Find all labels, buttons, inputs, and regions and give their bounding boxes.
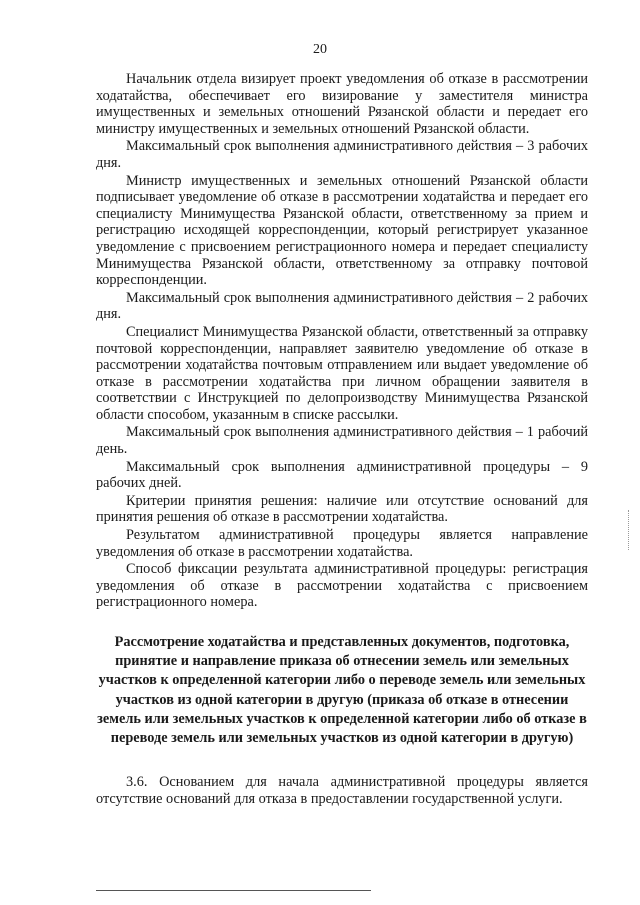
section-heading: Рассмотрение ходатайства и представленных документов, подготовка, принятие и направление приказа об отнесении земель или земельных участков к определенной категории либо о переводе земель или земельных участков из одной категории в другую (приказа об отказе в отнесении земель или земельных участков к определенной категории либо об отказе в переводе земель или земельных участков из одной категории в другую) bbox=[97, 634, 587, 747]
paragraph-procedure-result: Результатом административной процедуры является направление уведомления об отказе в рассмотрении ходатайства. bbox=[96, 527, 588, 560]
document-body bbox=[96, 71, 588, 808]
page-number: 20 bbox=[313, 42, 327, 57]
clause-3-6: 3.6. Основанием для начала административной процедуры является отсутствие оснований для отказа в предоставлении государственной услуги. bbox=[96, 774, 588, 807]
paragraph-minister-signs: Министр имущественных и земельных отношений Рязанской области подписывает уведомление об отказе в рассмотрении ходатайства и передает его специалисту Минимущества Рязанской области, ответственному за прием и регистрацию исходящей корреспонденции, который регистрирует указанное уведомление с присвоением регистрационного номера и передает специалисту Минимущества Рязанской области, ответственному за отправку почтовой корреспонденции. bbox=[96, 172, 588, 289]
paragraph-procedure-max-term: Максимальный срок выполнения административной процедуры – 9 рабочих дней. bbox=[96, 458, 588, 492]
scan-edge-marks bbox=[628, 510, 633, 550]
paragraph-specialist-sends: Специалист Минимущества Рязанской области, ответственный за отправку почтовой корреспонденции, направляет заявителю уведомление об отказе в рассмотрении ходатайства почтовым отправлением или выдает уведомление об отказе в рассмотрении ходатайства при личном обращении заявителя в соответствии с Инструкцией по делопроизводству Минимущества Рязанской области способом, указанным в списке рассылки. bbox=[96, 323, 588, 423]
paragraph-decision-criteria: Критерии принятия решения: наличие или отсутствие оснований для принятия решения об отказе в рассмотрении ходатайства. bbox=[96, 492, 588, 526]
paragraph-max-term-2-days: Максимальный срок выполнения административного действия – 2 рабочих дня. bbox=[96, 289, 588, 323]
paragraph-approval-routing: Начальник отдела визирует проект уведомления об отказе в рассмотрении ходатайства, обеспечивает его визирование у заместителя министра имущественных и земельных отношений Рязанской области и передает его министру имущественных и земельных отношений Рязанской области. bbox=[96, 71, 588, 137]
paragraph-max-term-3-days: Максимальный срок выполнения административного действия – 3 рабочих дня. bbox=[96, 138, 588, 171]
paragraph-result-fixation: Способ фиксации результата административной процедуры: регистрация уведомления об отказе в рассмотрении ходатайства с присвоением регистрационного номера. bbox=[96, 561, 588, 611]
paragraph-max-term-1-day: Максимальный срок выполнения административного действия – 1 рабочий день. bbox=[96, 424, 588, 458]
footnote-divider bbox=[96, 890, 371, 891]
